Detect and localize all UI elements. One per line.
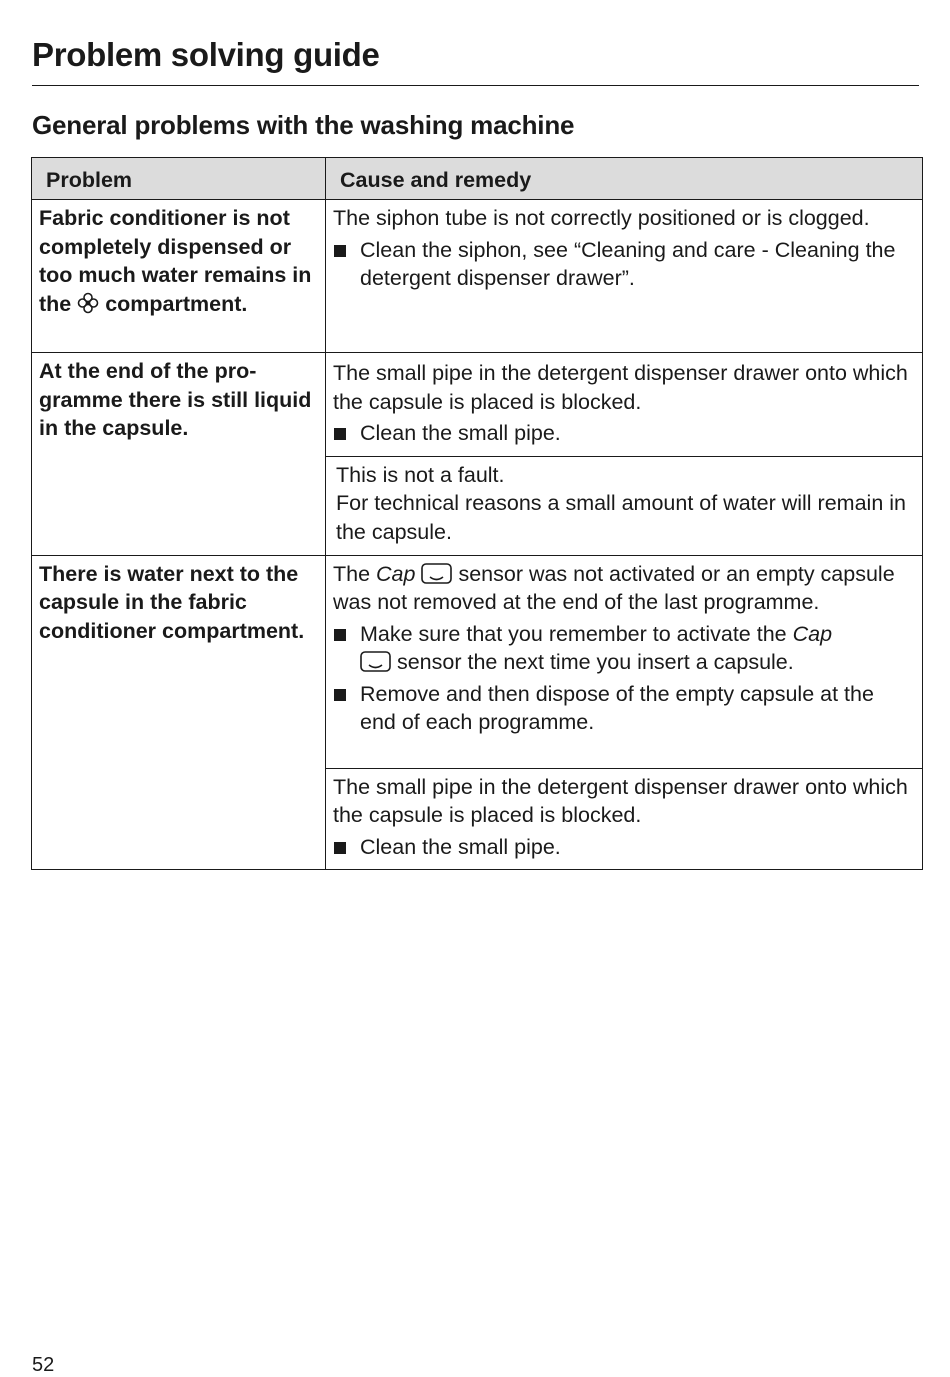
page-number: 52 bbox=[32, 1354, 55, 1376]
cause-text: The small pipe in the detergent dispenser drawer onto which the capsule is placed is blocked. bbox=[333, 774, 908, 827]
remedy-text-part: Make sure that you remember to activate the bbox=[360, 621, 793, 646]
capsule-sensor-icon bbox=[360, 651, 391, 672]
cause-cell bbox=[326, 353, 923, 457]
cap-label: Cap bbox=[792, 621, 833, 646]
page-title: Problem solving guide bbox=[32, 36, 380, 73]
header-cause-and-remedy: Cause and remedy bbox=[326, 158, 923, 200]
problem-solving-table bbox=[31, 157, 923, 870]
table-row bbox=[32, 353, 923, 457]
table-header-row bbox=[32, 158, 923, 200]
fabric-conditioner-compartment-icon bbox=[77, 292, 99, 314]
cause-text: The siphon tube is not correctly positioned or is clogged. bbox=[333, 206, 870, 230]
remedy-bullet: Clean the small pipe. bbox=[333, 833, 914, 862]
remedy-bullet bbox=[333, 620, 914, 677]
cause-text: The small pipe in the detergent dispenser drawer onto which the capsule is placed is blocked. bbox=[333, 361, 908, 414]
note-text: For technical reasons a small amount of water will remain in the capsule. bbox=[336, 491, 906, 544]
cause-text bbox=[333, 560, 914, 617]
cause-text-part: The bbox=[333, 561, 377, 586]
capsule-sensor-icon bbox=[421, 563, 452, 584]
table-row bbox=[32, 200, 923, 353]
remedy-bullet: Remove and then dispose of the empty capsule at the end of each programme. bbox=[333, 680, 914, 737]
section-title: General problems with the washing machine bbox=[32, 110, 575, 140]
problem-cell: At the end of the programme there is still liquid in the capsule. bbox=[32, 353, 326, 556]
problem-cell bbox=[32, 200, 326, 353]
problem-text: compartment. bbox=[99, 291, 248, 316]
cause-cell bbox=[326, 555, 923, 768]
header-problem: Problem bbox=[32, 158, 326, 200]
cause-cell bbox=[326, 200, 923, 353]
remedy-bullet: Clean the small pipe. bbox=[333, 419, 914, 448]
title-divider bbox=[32, 85, 919, 86]
problem-cell: There is water next to the capsule in the fabric conditioner compartment. bbox=[32, 555, 326, 870]
cause-cell bbox=[326, 768, 923, 870]
cap-label: Cap bbox=[376, 561, 416, 586]
problem-text: Fabric conditioner is not completely dispensed or too much water remains in the bbox=[39, 206, 312, 316]
remedy-bullet: Clean the siphon, see “Cleaning and care - Cleaning the detergent dispenser drawer”. bbox=[333, 236, 914, 293]
cause-text-part: sensor was not activated or an empty capsule was not removed at the end of the last programme. bbox=[333, 561, 895, 614]
remedy-text-part: sensor the next time you insert a capsule. bbox=[391, 650, 794, 674]
table-row bbox=[32, 555, 923, 768]
cause-cell bbox=[326, 456, 923, 555]
note-text: This is not a fault. bbox=[336, 462, 505, 487]
